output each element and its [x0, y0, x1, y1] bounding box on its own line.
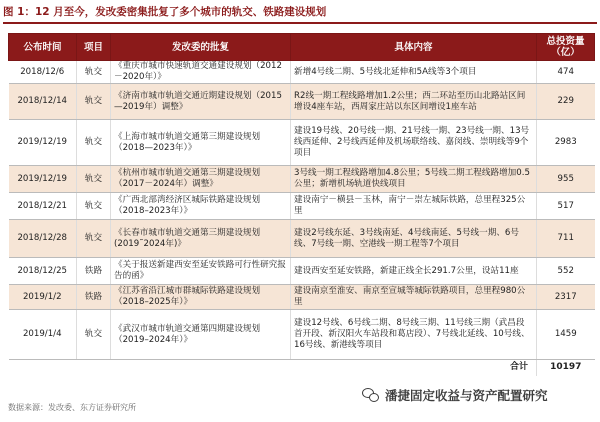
table-row [9, 285, 595, 310]
cell-type: 轨交 [77, 193, 111, 220]
total-label: 合计 [9, 360, 537, 376]
table-row [9, 310, 595, 360]
cell-date: 2018/12/28 [9, 220, 77, 258]
cell-date: 2019/1/2 [9, 285, 77, 310]
cell-approval: 《杭州市城市轨道交通第三期建设规划（2017－2024年）调整》 [111, 166, 291, 193]
cell-type: 轨交 [77, 310, 111, 360]
cell-approval: 《武汉市城市轨道交通第四期建设规划（2019–2024年）》 [111, 310, 291, 360]
cell-content: 建设19号线、20号线一期、21号线一期、23号线一期、13号线西延伸、2号线西延伸及机场联络线、嘉闵线、崇明线等9个项目 [291, 120, 537, 166]
cell-date: 2018/12/21 [9, 193, 77, 220]
cell-content: 3号线一期工程线路增加4.8公里；5号线二期工程线路增加0.5公里；新增机场轨道快线项目 [291, 166, 537, 193]
header-date: 公布时间 [9, 34, 77, 61]
cell-type: 铁路 [77, 258, 111, 285]
cell-type: 铁路 [77, 285, 111, 310]
cell-investment: 517 [537, 193, 595, 220]
cell-content: 建设南宁－横县－玉林，南宁－崇左城际铁路，总里程325公里 [291, 193, 537, 220]
cell-type: 轨交 [77, 166, 111, 193]
cell-investment: 2983 [537, 120, 595, 166]
cell-date: 2019/1/4 [9, 310, 77, 360]
cell-investment: 1459 [537, 310, 595, 360]
cell-investment: 229 [537, 84, 595, 120]
cell-content: 建设南京至淮安、南京至宣城等城际铁路项目，总里程980公里 [291, 285, 537, 310]
cell-type: 轨交 [77, 84, 111, 120]
cell-date: 2019/12/19 [9, 120, 77, 166]
cell-investment: 711 [537, 220, 595, 258]
cell-approval: 《关于报送新建西安至延安铁路可行性研究报告的函》 [111, 258, 291, 285]
cell-content: R2线一期工程线路增加1.2公里；西二环站至历山北路站区间增设4座车站，西周家庄站以东区间增设1座车站 [291, 84, 537, 120]
cell-content: 新增4号线二期、5号线北延伸和5A线等3个项目 [291, 61, 537, 84]
watermark-text: 潘捷固定收益与资产配置研究 [385, 388, 548, 403]
approval-table [8, 33, 595, 376]
table-row [9, 120, 595, 166]
cell-approval: 《长春市城市轨道交通第三期建设规划(2019˜2024年)》 [111, 220, 291, 258]
cell-approval: 《济南市城市轨道交通近期建设规划（2015—2019年）调整》 [111, 84, 291, 120]
source-note: 数据来源：发改委、东方证券研究所 [8, 403, 136, 412]
cell-approval: 《重庆市城市快速轨道交通建设规划（2012－2020年）》 [111, 61, 291, 84]
table-row [9, 84, 595, 120]
total-row [9, 360, 595, 376]
watermark [362, 385, 598, 405]
cell-investment: 552 [537, 258, 595, 285]
header-investment: 总投资量（亿） [537, 34, 595, 61]
cell-content: 建设西安至延安铁路，新建正线全长291.7公里，设站11座 [291, 258, 537, 285]
table-row [9, 220, 595, 258]
header-content: 具体内容 [291, 34, 537, 61]
cell-investment: 955 [537, 166, 595, 193]
cell-type: 轨交 [77, 120, 111, 166]
table-row [9, 166, 595, 193]
cell-content: 建设2号线东延、3号线南延、4号线南延、5号线一期、6号线、7号线一期、空港线一期工程等7个项目 [291, 220, 537, 258]
cell-approval: 《上海市城市轨道交通第三期建设规划（2018—2023年）》 [111, 120, 291, 166]
figure-title: 图 1：12 月至今，发改委密集批复了多个城市的轨交、铁路建设规划 [3, 2, 597, 24]
cell-type: 轨交 [77, 220, 111, 258]
cell-date: 2018/12/14 [9, 84, 77, 120]
header-type: 项目 [77, 34, 111, 61]
cell-type: 轨交 [77, 61, 111, 84]
cell-investment: 2317 [537, 285, 595, 310]
wechat-icon [362, 388, 380, 403]
cell-date: 2019/12/19 [9, 166, 77, 193]
cell-content: 建设12号线、6号线二期、8号线三期、11号线三期（武昌段首开段、新汉阳火车站段和葛店段）、7号线北延线、10号线、16号线、新港线等项目 [291, 310, 537, 360]
table-row [9, 193, 595, 220]
table-row [9, 258, 595, 285]
cell-approval: 《广西北部湾经济区城际铁路建设规划（2018–2023年）》 [111, 193, 291, 220]
header-approval: 发改委的批复 [111, 34, 291, 61]
table-row [9, 61, 595, 84]
cell-approval: 《江苏省沿江城市群城际铁路建设规划（2018–2025年）》 [111, 285, 291, 310]
cell-investment: 474 [537, 61, 595, 84]
total-value: 10197 [537, 360, 595, 376]
cell-date: 2018/12/25 [9, 258, 77, 285]
cell-date: 2018/12/6 [9, 61, 77, 84]
table-header-row [9, 34, 595, 61]
